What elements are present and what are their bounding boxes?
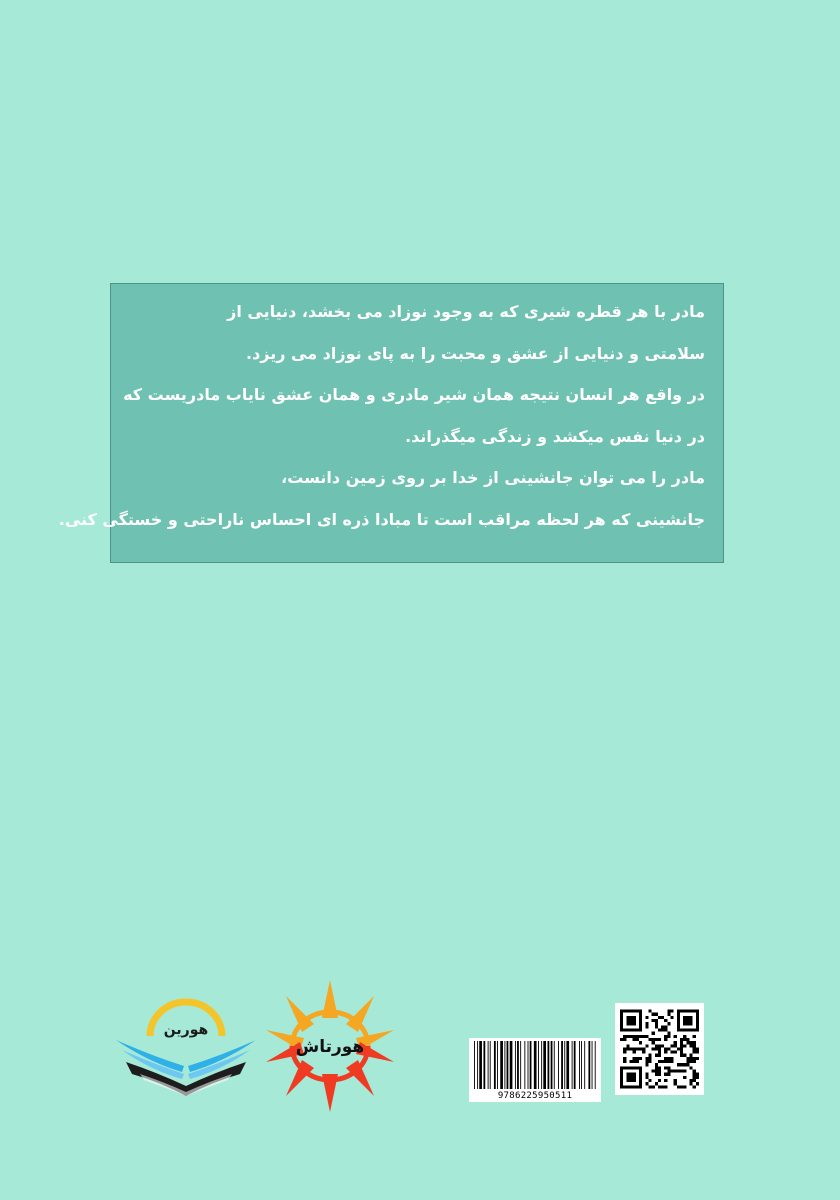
isbn-number: 9786225950511 <box>497 1091 573 1101</box>
description-line-4: در دنیا نفس میکشد و زندگی میگذراند. <box>405 426 705 446</box>
description-line-6: جانشینی که هر لحظه مراقب است تا مبادا ذره ای احساس ناراحتی و خستگی کنی. <box>58 509 705 529</box>
description-line-2: سلامتی و دنیایی از عشق و محبت را به پای نوزاد می ریزد. <box>245 343 705 363</box>
isbn-barcode <box>469 1038 601 1102</box>
open-book-wings-sun-icon <box>112 996 260 1100</box>
description-line-1: مادر با هر قطره شیری که به وجود نوزاد می بخشد، دنیایی از <box>227 302 705 321</box>
qr-code-icon <box>620 1009 699 1089</box>
hourtash-logo <box>262 978 398 1114</box>
barcode-bars-icon <box>473 1041 597 1089</box>
description-line-5: مادر را می توان جانشینی از خدا بر روی زمین دانست، <box>281 468 705 487</box>
qr-code <box>615 1003 704 1095</box>
description-line-3: در واقع هر انسان نتیجه همان شیر مادری و همان عشق نایاب مادریست که <box>123 385 705 404</box>
sun-burst-icon <box>262 978 398 1114</box>
houren-logo <box>112 996 260 1100</box>
description-box <box>58 283 724 563</box>
houren-logo-text: هورین <box>163 1022 209 1038</box>
hourtash-logo-text: هورتاش <box>295 1037 365 1057</box>
